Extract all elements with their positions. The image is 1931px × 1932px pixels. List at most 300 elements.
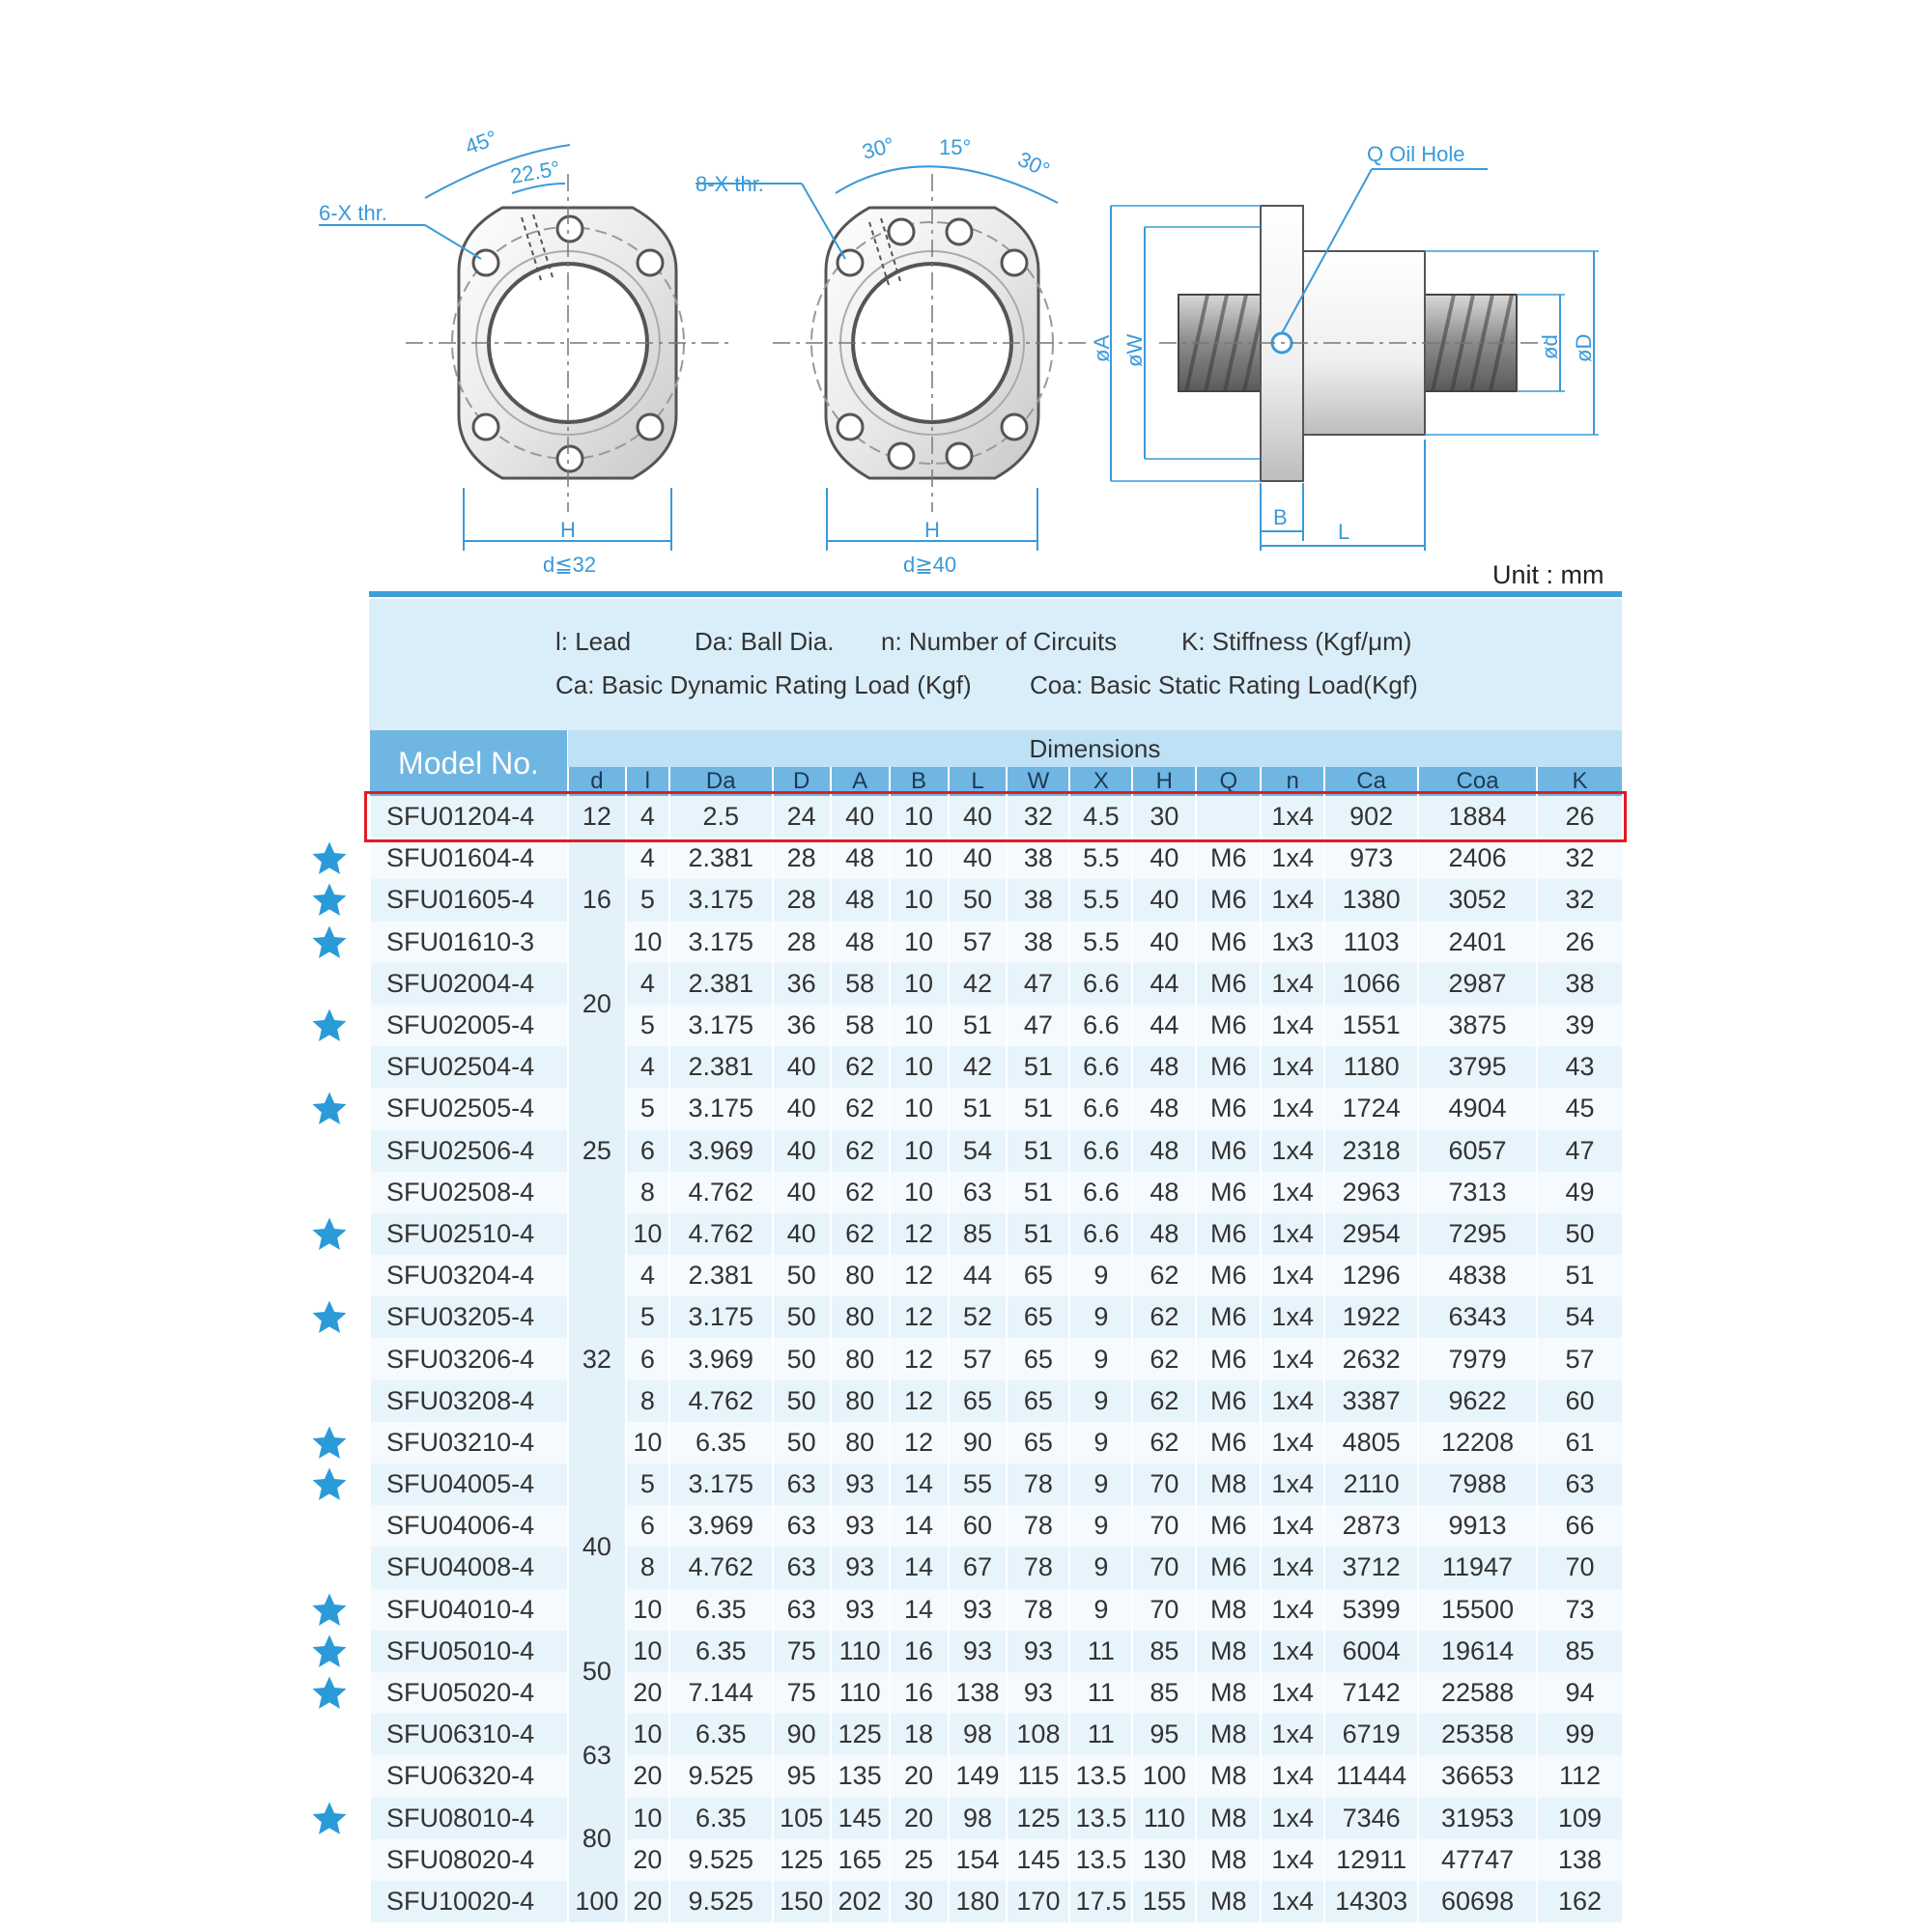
cell-n: 1x4 xyxy=(1261,1547,1324,1588)
cell-coa: 31953 xyxy=(1418,1798,1537,1839)
cell-h: 70 xyxy=(1132,1589,1196,1631)
cell-q: M6 xyxy=(1196,1172,1261,1213)
cell-coa: 4838 xyxy=(1418,1255,1537,1296)
table-row xyxy=(370,1589,1622,1631)
cell-l: 5 xyxy=(626,1296,669,1338)
cell-da: 3.969 xyxy=(669,1338,773,1379)
cell-w: 78 xyxy=(1007,1547,1069,1588)
cell-a: 80 xyxy=(831,1296,890,1338)
cell-ca: 2873 xyxy=(1324,1505,1418,1547)
cell-l: 10 xyxy=(626,1714,669,1755)
oil-hole-label: Q Oil Hole xyxy=(1367,142,1465,166)
cell-ca: 6004 xyxy=(1324,1631,1418,1672)
cell-d: 50 xyxy=(773,1338,831,1379)
cell-d: 90 xyxy=(773,1714,831,1755)
table-row xyxy=(370,922,1622,963)
recommended-star-icon xyxy=(309,1298,350,1337)
cell-d: 40 xyxy=(773,1046,831,1088)
cell-k: 60 xyxy=(1537,1380,1622,1422)
cell-x: 9 xyxy=(1069,1255,1132,1296)
cell-k: 162 xyxy=(1537,1881,1622,1922)
model-number-cell: SFU02004-4 xyxy=(370,963,568,1005)
cell-n: 1x4 xyxy=(1261,1213,1324,1255)
table-row xyxy=(370,1338,1622,1379)
cell-h: 95 xyxy=(1132,1714,1196,1755)
cell-q: M6 xyxy=(1196,1338,1261,1379)
cell-h: 62 xyxy=(1132,1338,1196,1379)
cell-d: 125 xyxy=(773,1839,831,1881)
cell-coa: 9913 xyxy=(1418,1505,1537,1547)
recommended-star-icon xyxy=(309,1090,350,1128)
cell-w: 65 xyxy=(1007,1296,1069,1338)
cell-x: 9 xyxy=(1069,1505,1132,1547)
table-row xyxy=(370,1881,1622,1922)
cell-n: 1x4 xyxy=(1261,1088,1324,1129)
column-header-x: X xyxy=(1069,767,1132,796)
cell-da: 2.381 xyxy=(669,838,773,879)
cell-n: 1x4 xyxy=(1261,1005,1324,1046)
cell-d: 40 xyxy=(773,1130,831,1172)
cell-h: 85 xyxy=(1132,1631,1196,1672)
cell-l: 93 xyxy=(949,1589,1008,1631)
cell-h: 70 xyxy=(1132,1505,1196,1547)
cell-q: M8 xyxy=(1196,1714,1261,1755)
cell-h: 48 xyxy=(1132,1130,1196,1172)
cell-da: 2.381 xyxy=(669,1046,773,1088)
cell-da: 9.525 xyxy=(669,1881,773,1922)
cell-l: 98 xyxy=(949,1798,1008,1839)
recommended-star-icon xyxy=(309,1007,350,1045)
cell-da: 3.175 xyxy=(669,1088,773,1129)
cell-l: 4 xyxy=(626,1046,669,1088)
cell-x: 6.6 xyxy=(1069,1088,1132,1129)
cell-w: 65 xyxy=(1007,1422,1069,1463)
cell-a: 62 xyxy=(831,1172,890,1213)
cell-k: 50 xyxy=(1537,1213,1622,1255)
highlighted-row-box xyxy=(364,791,1627,842)
cell-n: 1x4 xyxy=(1261,1130,1324,1172)
cell-x: 9 xyxy=(1069,1422,1132,1463)
cell-w: 47 xyxy=(1007,963,1069,1005)
phi-a-label: øA xyxy=(1090,334,1114,362)
cell-w: 38 xyxy=(1007,922,1069,963)
cell-w: 78 xyxy=(1007,1589,1069,1631)
table-row xyxy=(370,879,1622,921)
cell-da: 4.762 xyxy=(669,1172,773,1213)
cell-ca: 2318 xyxy=(1324,1130,1418,1172)
angle-45-label: 45° xyxy=(462,125,500,159)
cell-d: 36 xyxy=(773,963,831,1005)
cell-b: 10 xyxy=(890,879,949,921)
cell-a: 93 xyxy=(831,1463,890,1505)
cell-q: M6 xyxy=(1196,1213,1261,1255)
cell-a: 48 xyxy=(831,922,890,963)
cell-k: 38 xyxy=(1537,963,1622,1005)
cell-w: 65 xyxy=(1007,1380,1069,1422)
cell-l: 4 xyxy=(626,1255,669,1296)
cell-w: 47 xyxy=(1007,1005,1069,1046)
cell-l: 55 xyxy=(949,1463,1008,1505)
cell-l: 180 xyxy=(949,1881,1008,1922)
cell-w: 78 xyxy=(1007,1463,1069,1505)
model-number-cell: SFU06310-4 xyxy=(370,1714,568,1755)
cell-q: M6 xyxy=(1196,1380,1261,1422)
cell-w: 115 xyxy=(1007,1755,1069,1797)
column-header-w: W xyxy=(1007,767,1069,796)
table-row xyxy=(370,1255,1622,1296)
model-number-cell: SFU01204-4 xyxy=(370,796,568,838)
cell-ca: 1380 xyxy=(1324,879,1418,921)
cell-b: 20 xyxy=(890,1755,949,1797)
cell-l: 138 xyxy=(949,1672,1008,1714)
h-left-label: H xyxy=(560,518,576,542)
table-row xyxy=(370,1005,1622,1046)
cell-b: 10 xyxy=(890,1005,949,1046)
cell-coa: 3875 xyxy=(1418,1005,1537,1046)
cell-coa: 1884 xyxy=(1418,796,1537,838)
cell-k: 61 xyxy=(1537,1422,1622,1463)
cell-q: M8 xyxy=(1196,1463,1261,1505)
angle-15-label: 15° xyxy=(939,135,972,159)
cell-coa: 7988 xyxy=(1418,1463,1537,1505)
recommended-star-icon xyxy=(309,1800,350,1838)
cell-ca: 12911 xyxy=(1324,1839,1418,1881)
cell-l: 10 xyxy=(626,1422,669,1463)
cell-d: 50 xyxy=(773,1255,831,1296)
cell-l: 4 xyxy=(626,796,669,838)
cell-b: 10 xyxy=(890,963,949,1005)
cell-da: 6.35 xyxy=(669,1422,773,1463)
cell-h: 62 xyxy=(1132,1296,1196,1338)
cell-coa: 60698 xyxy=(1418,1881,1537,1922)
cell-da: 3.175 xyxy=(669,1005,773,1046)
cell-n: 1x4 xyxy=(1261,1798,1324,1839)
column-header-ca: Ca xyxy=(1324,767,1418,796)
cell-x: 17.5 xyxy=(1069,1881,1132,1922)
cell-coa: 22588 xyxy=(1418,1672,1537,1714)
h-right-label: H xyxy=(924,518,940,542)
cell-l: 51 xyxy=(949,1088,1008,1129)
model-number-cell: SFU03204-4 xyxy=(370,1255,568,1296)
cell-da: 6.35 xyxy=(669,1589,773,1631)
cell-coa: 2401 xyxy=(1418,922,1537,963)
cell-a: 80 xyxy=(831,1255,890,1296)
cell-da: 3.175 xyxy=(669,1463,773,1505)
cell-l: 10 xyxy=(626,1631,669,1672)
table-row xyxy=(370,1463,1622,1505)
cell-da: 9.525 xyxy=(669,1755,773,1797)
cell-l: 60 xyxy=(949,1505,1008,1547)
cell-q: M6 xyxy=(1196,1255,1261,1296)
cell-d: 28 xyxy=(773,922,831,963)
cell-a: 110 xyxy=(831,1672,890,1714)
cell-w: 51 xyxy=(1007,1046,1069,1088)
phi-D-large-label: øD xyxy=(1572,333,1596,362)
column-header-b: B xyxy=(890,767,949,796)
cell-l: 40 xyxy=(949,796,1008,838)
column-header-l: L xyxy=(949,767,1008,796)
cell-k: 39 xyxy=(1537,1005,1622,1046)
column-header-n: n xyxy=(1261,767,1324,796)
cell-ca: 1724 xyxy=(1324,1088,1418,1129)
table-row xyxy=(370,1422,1622,1463)
model-number-cell: SFU03205-4 xyxy=(370,1296,568,1338)
legend-dynamic: Ca: Basic Dynamic Rating Load (Kgf) xyxy=(555,670,972,699)
cell-n: 1x3 xyxy=(1261,922,1324,963)
cell-l: 6 xyxy=(626,1505,669,1547)
cell-k: 94 xyxy=(1537,1672,1622,1714)
cell-q: M8 xyxy=(1196,1798,1261,1839)
cell-n: 1x4 xyxy=(1261,1631,1324,1672)
cell-ca: 14303 xyxy=(1324,1881,1418,1922)
cell-n: 1x4 xyxy=(1261,1380,1324,1422)
cell-h: 70 xyxy=(1132,1463,1196,1505)
cell-q: M8 xyxy=(1196,1672,1261,1714)
column-header-d: d xyxy=(568,767,626,796)
b-label: B xyxy=(1273,505,1288,529)
cell-l: 51 xyxy=(949,1005,1008,1046)
cell-h: 85 xyxy=(1132,1672,1196,1714)
cell-k: 63 xyxy=(1537,1463,1622,1505)
cell-w: 38 xyxy=(1007,838,1069,879)
cell-da: 4.762 xyxy=(669,1213,773,1255)
model-number-cell: SFU04008-4 xyxy=(370,1547,568,1588)
cell-x: 6.6 xyxy=(1069,1130,1132,1172)
cell-ca: 902 xyxy=(1324,796,1418,838)
cell-coa: 6057 xyxy=(1418,1130,1537,1172)
shaft-diameter-cell: 16 xyxy=(568,838,626,963)
cell-ca: 1922 xyxy=(1324,1296,1418,1338)
table-row xyxy=(370,1631,1622,1672)
cell-b: 14 xyxy=(890,1463,949,1505)
column-header-l: l xyxy=(626,767,669,796)
cell-n: 1x4 xyxy=(1261,1255,1324,1296)
cell-h: 62 xyxy=(1132,1422,1196,1463)
cell-n: 1x4 xyxy=(1261,1296,1324,1338)
cell-coa: 7295 xyxy=(1418,1213,1537,1255)
table-row xyxy=(370,1755,1622,1797)
cell-l: 20 xyxy=(626,1881,669,1922)
cell-b: 14 xyxy=(890,1547,949,1588)
table-row xyxy=(370,1547,1622,1588)
recommended-star-icon xyxy=(309,1674,350,1713)
cell-n: 1x4 xyxy=(1261,1046,1324,1088)
cell-da: 3.175 xyxy=(669,1296,773,1338)
cell-x: 9 xyxy=(1069,1589,1132,1631)
cell-a: 80 xyxy=(831,1338,890,1379)
cell-n: 1x4 xyxy=(1261,879,1324,921)
cell-l: 57 xyxy=(949,1338,1008,1379)
table-row xyxy=(370,1505,1622,1547)
cell-ca: 6719 xyxy=(1324,1714,1418,1755)
cell-h: 100 xyxy=(1132,1755,1196,1797)
cell-x: 13.5 xyxy=(1069,1755,1132,1797)
cell-l: 8 xyxy=(626,1547,669,1588)
model-number-cell: SFU01610-3 xyxy=(370,922,568,963)
cell-b: 12 xyxy=(890,1422,949,1463)
cell-n: 1x4 xyxy=(1261,1505,1324,1547)
cell-d: 28 xyxy=(773,879,831,921)
phi-d-small-label: ød xyxy=(1538,334,1562,359)
cell-da: 2.381 xyxy=(669,1255,773,1296)
eight-thread-label: 8-X thr. xyxy=(696,172,764,196)
cell-k: 99 xyxy=(1537,1714,1622,1755)
table-body xyxy=(370,796,1622,1922)
cell-l: 93 xyxy=(949,1631,1008,1672)
cell-a: 80 xyxy=(831,1422,890,1463)
cell-d: 105 xyxy=(773,1798,831,1839)
unit-label: Unit : mm xyxy=(1492,560,1604,589)
cell-b: 14 xyxy=(890,1589,949,1631)
cell-x: 5.5 xyxy=(1069,879,1132,921)
technical-drawing xyxy=(0,0,1931,618)
cell-q: M6 xyxy=(1196,1296,1261,1338)
table-row xyxy=(370,1380,1622,1422)
l-label: L xyxy=(1338,520,1350,544)
cell-l: 63 xyxy=(949,1172,1008,1213)
shaft-diameter-cell: 25 xyxy=(568,1046,626,1255)
cell-ca: 973 xyxy=(1324,838,1418,879)
cell-n: 1x4 xyxy=(1261,1714,1324,1755)
model-number-cell: SFU02005-4 xyxy=(370,1005,568,1046)
cell-h: 40 xyxy=(1132,838,1196,879)
cell-h: 44 xyxy=(1132,1005,1196,1046)
cell-b: 10 xyxy=(890,796,949,838)
cell-coa: 3052 xyxy=(1418,879,1537,921)
cell-h: 40 xyxy=(1132,879,1196,921)
cell-b: 30 xyxy=(890,1881,949,1922)
cell-k: 112 xyxy=(1537,1755,1622,1797)
legend-ball: Da: Ball Dia. xyxy=(695,627,835,656)
cell-b: 25 xyxy=(890,1839,949,1881)
cell-x: 9 xyxy=(1069,1296,1132,1338)
cell-n: 1x4 xyxy=(1261,1338,1324,1379)
cell-q: M6 xyxy=(1196,1547,1261,1588)
cell-x: 4.5 xyxy=(1069,796,1132,838)
dimensions-header: Dimensions xyxy=(568,730,1622,767)
cell-ca: 2963 xyxy=(1324,1172,1418,1213)
cell-b: 12 xyxy=(890,1380,949,1422)
angle-30-right-label: 30° xyxy=(1013,146,1054,183)
cell-h: 130 xyxy=(1132,1839,1196,1881)
legend-static: Coa: Basic Static Rating Load(Kgf) xyxy=(1030,670,1418,699)
cell-q: M6 xyxy=(1196,1088,1261,1129)
cell-d: 63 xyxy=(773,1589,831,1631)
model-number-cell: SFU05020-4 xyxy=(370,1672,568,1714)
cell-k: 43 xyxy=(1537,1046,1622,1088)
cell-d: 50 xyxy=(773,1296,831,1338)
column-header-q: Q xyxy=(1196,767,1261,796)
table-row xyxy=(370,1296,1622,1338)
shaft-diameter-cell: 100 xyxy=(568,1881,626,1922)
cell-k: 54 xyxy=(1537,1296,1622,1338)
cell-coa: 36653 xyxy=(1418,1755,1537,1797)
cell-l: 5 xyxy=(626,1088,669,1129)
flange-front-view-large xyxy=(696,132,1092,577)
shaft-diameter-cell: 80 xyxy=(568,1798,626,1881)
cell-q: M6 xyxy=(1196,879,1261,921)
cell-da: 2.5 xyxy=(669,796,773,838)
cell-l: 4 xyxy=(626,838,669,879)
cell-coa: 11947 xyxy=(1418,1547,1537,1588)
cell-x: 6.6 xyxy=(1069,1046,1132,1088)
cell-b: 16 xyxy=(890,1672,949,1714)
shaft-diameter-cell: 50 xyxy=(568,1631,626,1714)
cell-b: 14 xyxy=(890,1505,949,1547)
cell-q: M8 xyxy=(1196,1839,1261,1881)
model-number-cell: SFU02506-4 xyxy=(370,1130,568,1172)
cell-ca: 2954 xyxy=(1324,1213,1418,1255)
cell-n: 1x4 xyxy=(1261,1463,1324,1505)
cell-l: 6 xyxy=(626,1338,669,1379)
phi-w-label: øW xyxy=(1122,333,1147,367)
cell-l: 149 xyxy=(949,1755,1008,1797)
cell-l: 65 xyxy=(949,1380,1008,1422)
cell-a: 40 xyxy=(831,796,890,838)
cell-d: 24 xyxy=(773,796,831,838)
model-number-cell: SFU04010-4 xyxy=(370,1589,568,1631)
cell-l: 20 xyxy=(626,1755,669,1797)
header-rule xyxy=(369,591,1622,597)
cell-k: 45 xyxy=(1537,1088,1622,1129)
shaft-diameter-cell: 32 xyxy=(568,1255,626,1463)
legend-stiffness: K: Stiffness (Kgf/μm) xyxy=(1181,627,1412,656)
cell-h: 62 xyxy=(1132,1255,1196,1296)
cell-b: 10 xyxy=(890,1172,949,1213)
model-number-cell: SFU04005-4 xyxy=(370,1463,568,1505)
model-column-header: Model No. xyxy=(370,730,568,796)
column-header-d: D xyxy=(773,767,831,796)
cell-d: 40 xyxy=(773,1172,831,1213)
cell-l: 8 xyxy=(626,1380,669,1422)
cell-w: 145 xyxy=(1007,1839,1069,1881)
cell-d: 75 xyxy=(773,1672,831,1714)
cell-b: 10 xyxy=(890,1130,949,1172)
model-number-cell: SFU05010-4 xyxy=(370,1631,568,1672)
d-small-label: d≦32 xyxy=(543,553,597,577)
cell-x: 6.6 xyxy=(1069,1213,1132,1255)
spec-table xyxy=(369,730,1622,1922)
cell-a: 125 xyxy=(831,1714,890,1755)
flange-front-view-small xyxy=(319,126,734,577)
cell-q: M8 xyxy=(1196,1631,1261,1672)
cell-ca: 4805 xyxy=(1324,1422,1418,1463)
cell-n: 1x4 xyxy=(1261,838,1324,879)
cell-w: 38 xyxy=(1007,879,1069,921)
cell-d: 95 xyxy=(773,1755,831,1797)
cell-da: 7.144 xyxy=(669,1672,773,1714)
cell-coa: 12208 xyxy=(1418,1422,1537,1463)
cell-b: 12 xyxy=(890,1338,949,1379)
cell-a: 202 xyxy=(831,1881,890,1922)
cell-l: 5 xyxy=(626,879,669,921)
model-number-cell: SFU03210-4 xyxy=(370,1422,568,1463)
cell-b: 12 xyxy=(890,1255,949,1296)
cell-h: 40 xyxy=(1132,922,1196,963)
cell-d: 36 xyxy=(773,1005,831,1046)
cell-coa: 6343 xyxy=(1418,1296,1537,1338)
cell-x: 11 xyxy=(1069,1714,1132,1755)
recommended-star-icon xyxy=(309,923,350,962)
legend-circuits: n: Number of Circuits xyxy=(881,627,1118,656)
cell-l: 8 xyxy=(626,1172,669,1213)
cell-w: 93 xyxy=(1007,1631,1069,1672)
cell-ca: 7346 xyxy=(1324,1798,1418,1839)
column-header-coa: Coa xyxy=(1418,767,1537,796)
cell-a: 48 xyxy=(831,879,890,921)
cell-coa: 7979 xyxy=(1418,1338,1537,1379)
cell-x: 13.5 xyxy=(1069,1798,1132,1839)
